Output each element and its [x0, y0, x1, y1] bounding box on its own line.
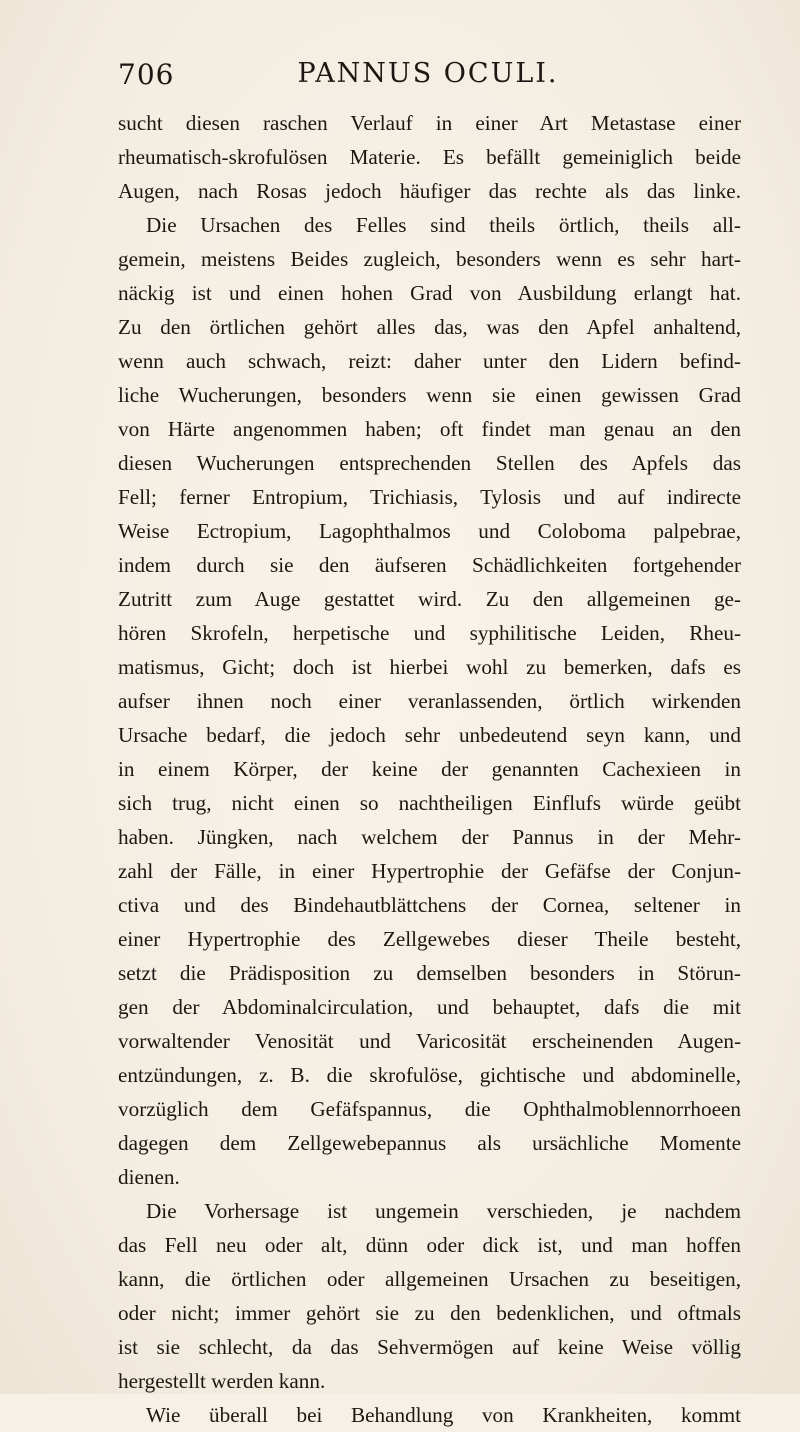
text-line: wenn auch schwach, reizt: daher unter den Lidern befind-: [118, 349, 741, 373]
text-line: matismus, Gicht; doch ist hierbei wohl zu bemerken, dafs es: [118, 655, 741, 679]
text-line: diesen Wucherungen entsprechenden Stellen des Apfels das: [118, 451, 741, 475]
text-line: Zutritt zum Auge gestattet wird. Zu den allgemeinen ge-: [118, 587, 741, 611]
text-line: liche Wucherungen, besonders wenn sie einen gewissen Grad: [118, 383, 741, 407]
text-line: rheumatisch-skrofulösen Materie. Es befällt gemeiniglich beide: [118, 145, 741, 169]
text-line: Weise Ectropium, Lagophthalmos und Coloboma palpebrae,: [118, 519, 741, 543]
text-line: Die Ursachen des Felles sind theils örtlich, theils all-: [146, 213, 741, 237]
text-line: ist sie schlecht, da das Sehvermögen auf keine Weise völlig: [118, 1335, 741, 1359]
text-line: hören Skrofeln, herpetische und syphilitische Leiden, Rheu-: [118, 621, 741, 645]
text-line: Wie überall bei Behandlung von Krankheiten, kommt: [146, 1403, 741, 1427]
running-title: PANNUS OCULI.: [297, 58, 559, 89]
text-line: in einem Körper, der keine der genannten Cachexieen in: [118, 757, 741, 781]
text-line: sich trug, nicht einen so nachtheiligen Einflufs würde geübt: [118, 791, 741, 815]
text-line: das Fell neu oder alt, dünn oder dick ist, und man hoffen: [118, 1233, 741, 1257]
text-line: entzündungen, z. B. die skrofulöse, gichtische und abdominelle,: [118, 1063, 741, 1087]
text-line: vorwaltender Venosität und Varicosität erscheinenden Augen-: [118, 1029, 741, 1053]
text-line: vorzüglich dem Gefäfspannus, die Ophthalmoblennorrhoeen: [118, 1097, 741, 1121]
page-number: 706: [118, 58, 175, 91]
body-text: [118, 106, 741, 1432]
text-line: setzt die Prädisposition zu demselben besonders in Störun-: [118, 961, 741, 985]
text-line: Die Vorhersage ist ungemein verschieden, je nachdem: [146, 1199, 741, 1223]
text-line: haben. Jüngken, nach welchem der Pannus in der Mehr-: [118, 825, 741, 849]
text-line: kann, die örtlichen oder allgemeinen Ursachen zu beseitigen,: [118, 1267, 741, 1291]
text-line: zahl der Fälle, in einer Hypertrophie der Gefäfse der Conjun-: [118, 859, 741, 883]
text-line: Fell; ferner Entropium, Trichiasis, Tylosis und auf indirecte: [118, 485, 741, 509]
text-line: aufser ihnen noch einer veranlassenden, örtlich wirkenden: [118, 689, 741, 713]
text-line: sucht diesen raschen Verlauf in einer Art Metastase einer: [118, 111, 741, 135]
text-line: Ursache bedarf, die jedoch sehr unbedeutend seyn kann, und: [118, 723, 741, 747]
text-line: von Härte angenommen haben; oft findet man genau an den: [118, 417, 741, 441]
text-line: dagegen dem Zellgewebepannus als ursächliche Momente: [118, 1131, 741, 1155]
text-line: gemein, meistens Beides zugleich, besonders wenn es sehr hart-: [118, 247, 741, 271]
text-line: hergestellt werden kann.: [118, 1369, 326, 1393]
text-line: gen der Abdominalcirculation, und behauptet, dafs die mit: [118, 995, 741, 1019]
text-line: Augen, nach Rosas jedoch häufiger das rechte als das linke.: [118, 179, 741, 203]
text-line: indem durch sie den äufseren Schädlichkeiten fortgehender: [118, 553, 741, 577]
text-line: einer Hypertrophie des Zellgewebes dieser Theile besteht,: [118, 927, 741, 951]
text-line: dienen.: [118, 1165, 180, 1189]
text-line: Zu den örtlichen gehört alles das, was den Apfel anhaltend,: [118, 315, 741, 339]
text-line: näckig ist und einen hohen Grad von Ausbildung erlangt hat.: [118, 281, 741, 305]
text-line: ctiva und des Bindehautblättchens der Cornea, seltener in: [118, 893, 741, 917]
text-line: oder nicht; immer gehört sie zu den bedenklichen, und oftmals: [118, 1301, 741, 1325]
page-header: [118, 58, 738, 98]
